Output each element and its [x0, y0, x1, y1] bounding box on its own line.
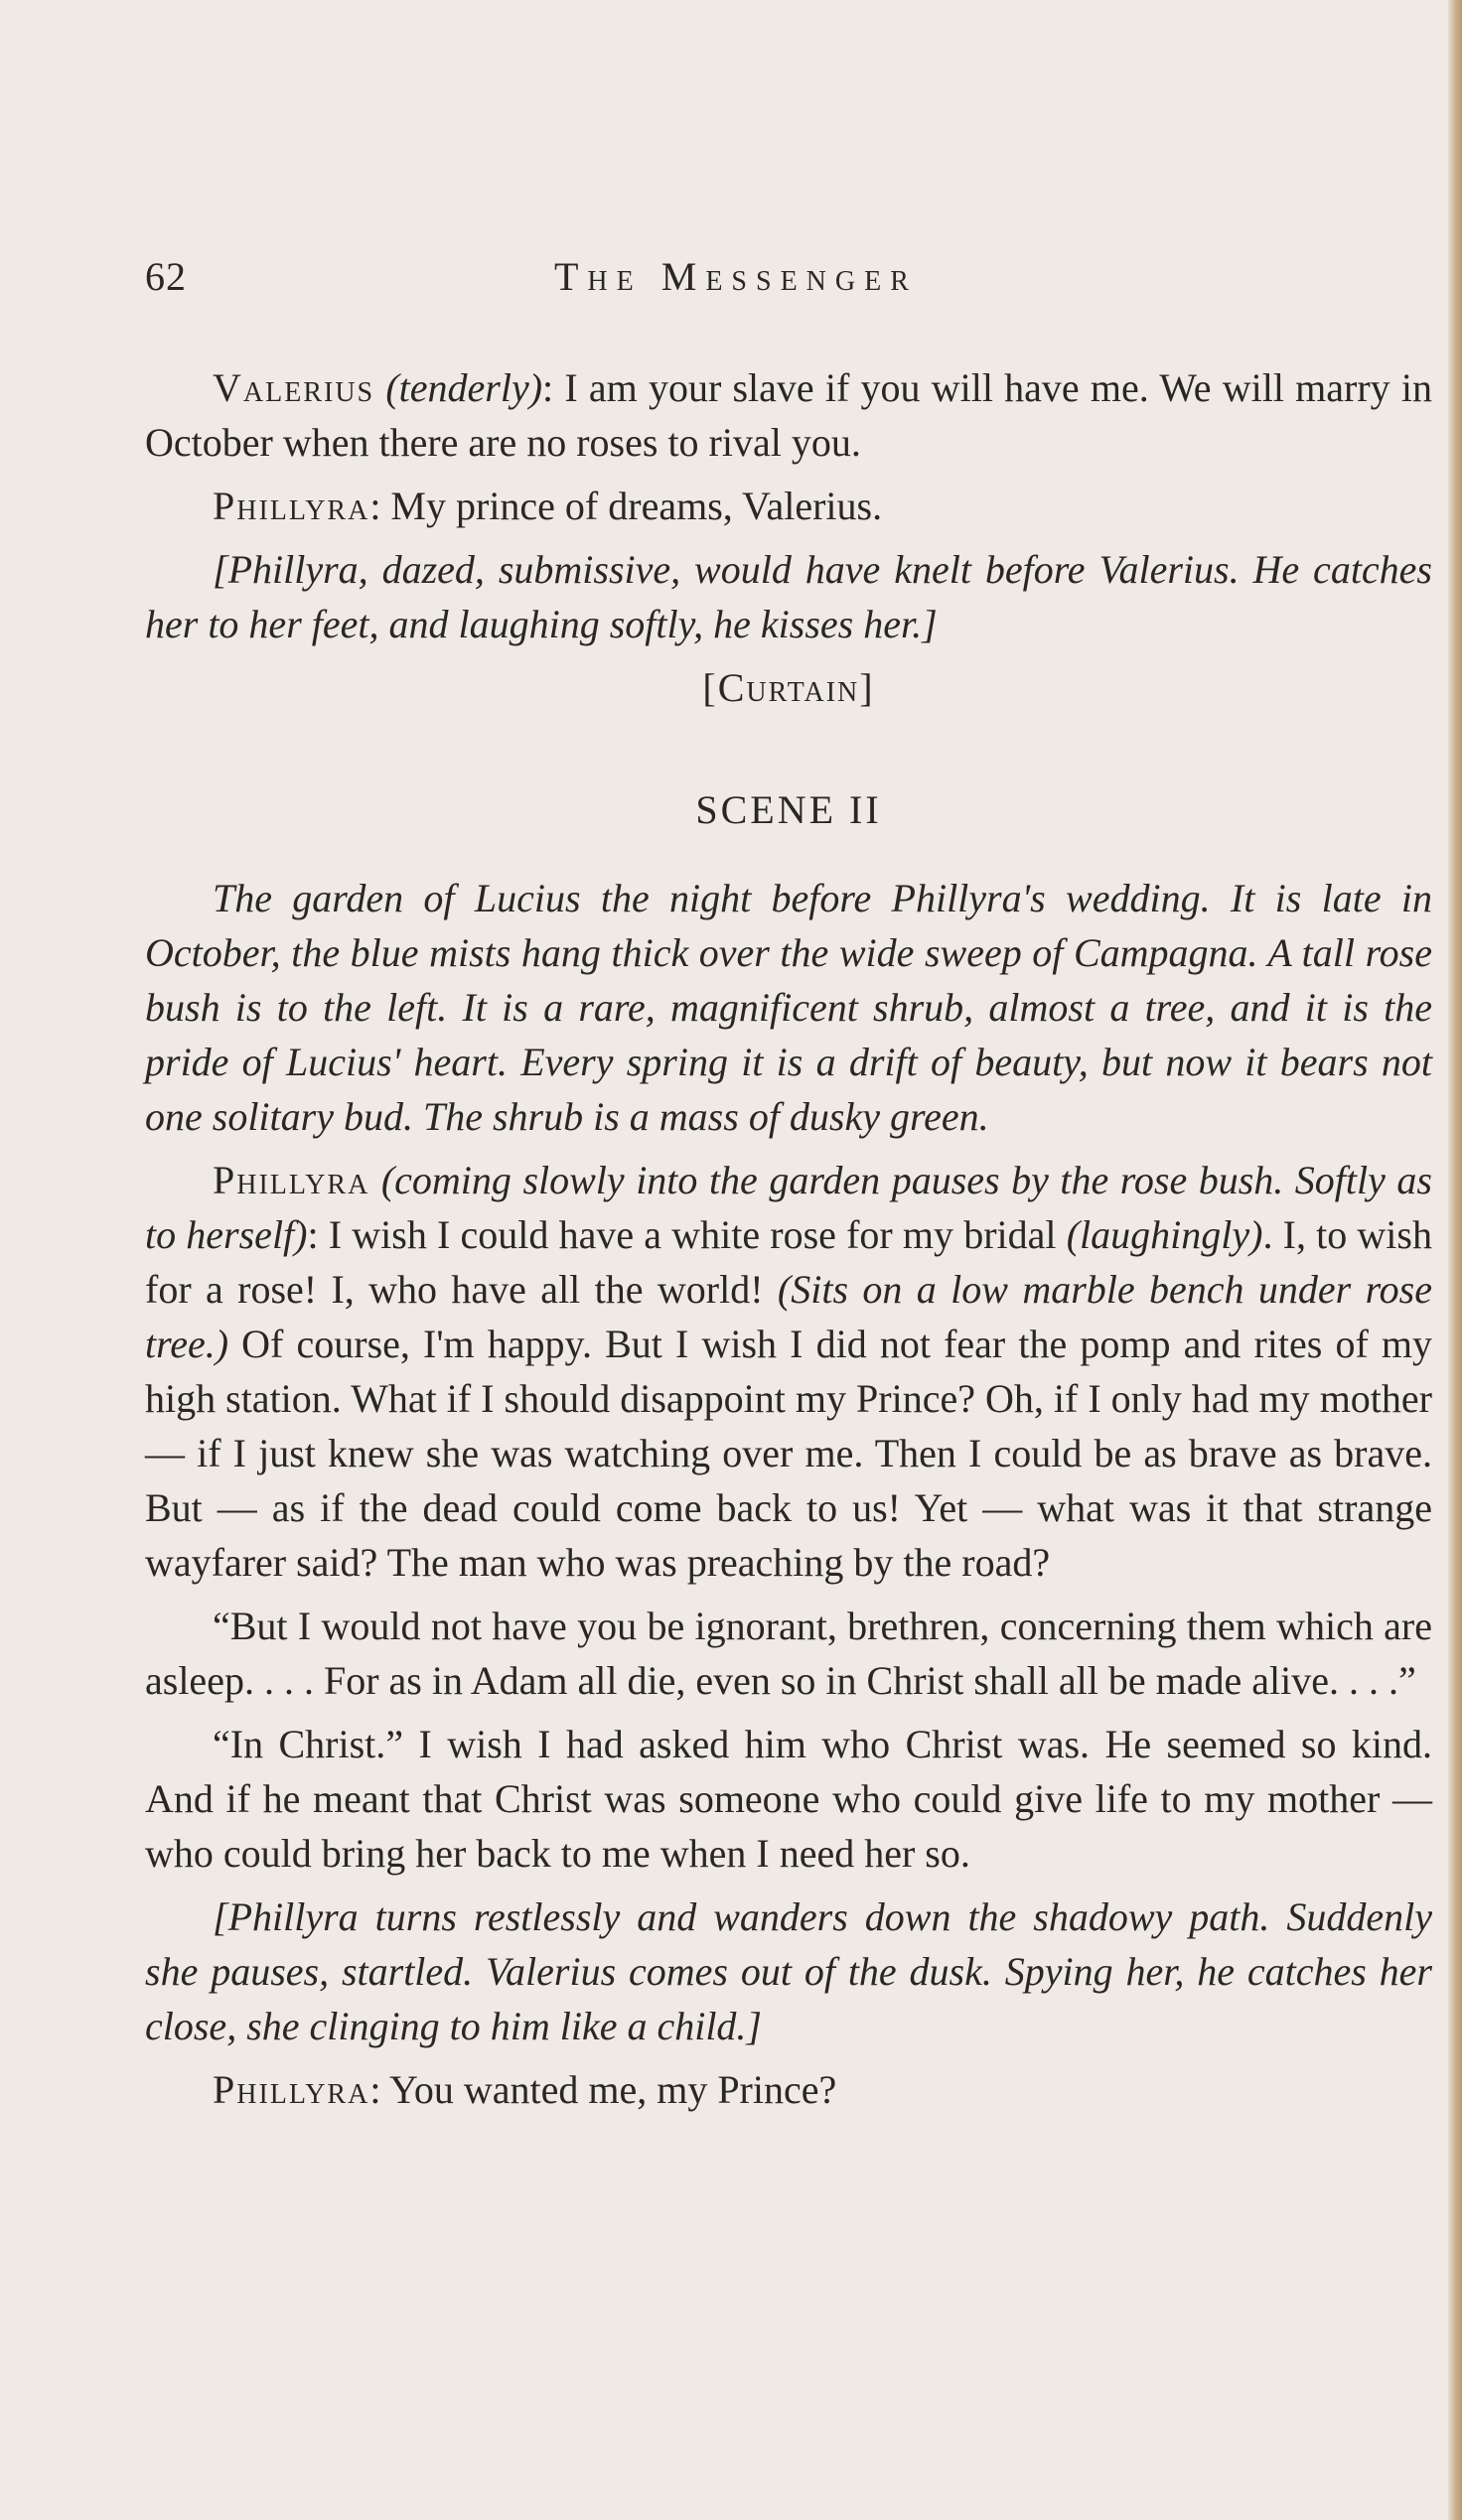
paragraph-scripture-quote: “But I would not have you be ignorant, brethren, concerning them which are asleep. . . . For as in Adam all die, even so in Christ shall all be made alive. . . .” — [145, 1604, 1432, 1703]
running-head — [145, 253, 1432, 313]
speaker-name: Phillyra — [213, 1158, 370, 1202]
dialogue-text: : My prince of dreams, Valerius. — [369, 484, 883, 528]
page-number: 62 — [145, 254, 187, 299]
scene-description: The garden of Lucius the night before Phillyra's wedding. It is late in October, the blue mists hang thick over the wide sweep of Campagna. A tall rose bush is to the left. It is a rare, magnificent shrub, almost a tree, and it is the pride of Lucius' heart. Every spring it is a drift of beauty, but now it bears not one solitary bud. The shrub is a mass of dusky green. — [145, 876, 1432, 1139]
paragraph-phillyra-monologue — [145, 1153, 1432, 1590]
dialogue-text: : I am your slave if you will have me. We will marry in October when there are no roses to rival you. — [145, 365, 1433, 465]
speaker-name: Phillyra — [213, 2067, 370, 2112]
paragraph-reflection: “In Christ.” I wish I had asked him who Christ was. He seemed so kind. And if he meant that Christ was someone who could give life to my mother — who could bring her back to me when I need her so. — [145, 1722, 1432, 1876]
stage-direction: (coming slowly into the garden pauses by the rose bush. Softly as to herself) — [145, 1158, 1432, 1257]
speaker-name: Phillyra — [213, 484, 370, 528]
stage-direction: (Sits on a low marble bench under rose tree.) — [145, 1267, 1432, 1366]
scene-heading: SCENE II — [695, 787, 882, 832]
dialogue-text: . I, to wish for a rose! I, who have all the world! — [145, 1212, 1432, 1312]
stage-direction: (laughingly) — [1066, 1212, 1263, 1257]
speaker-name: Valerius — [213, 365, 375, 410]
stage-direction-paragraph: [Phillyra, dazed, submissive, would have knelt before Valerius. He catches her to her feet, and laughing softly, he kisses her.] — [145, 547, 1432, 646]
stage-direction-paragraph: [Phillyra turns restlessly and wanders down the shadowy path. Suddenly she pauses, startled. Valerius comes out of the dusk. Spying her, he catches her close, she clinging to him like a child.] — [145, 1894, 1432, 2048]
dialogue-text: Of course, I'm happy. But I wish I did not fear the pomp and rites of my high station. What if I should disappoint my Prince? Oh, if I only had my mother — if I just knew she was watching over me. Then I could be as brave as brave. But — as if the dead could come back to us! Yet — what was it that strange wayfarer said? The man who was preaching by the road? — [145, 1322, 1433, 1585]
book-title: The Messenger — [554, 254, 918, 299]
page-edge — [1448, 0, 1462, 2520]
paragraph-phillyra-line — [145, 479, 1432, 533]
dialogue-text: : I wish I could have a white rose for my bridal — [307, 1212, 1057, 1257]
paragraph-phillyra-question — [145, 2062, 1432, 2117]
book-page — [145, 253, 1432, 2126]
curtain-marker: [Curtain] — [702, 665, 875, 710]
paragraph-valerius-line — [145, 360, 1432, 470]
stage-direction: (tenderly) — [385, 365, 543, 410]
dialogue-text: : You wanted me, my Prince? — [369, 2067, 837, 2112]
